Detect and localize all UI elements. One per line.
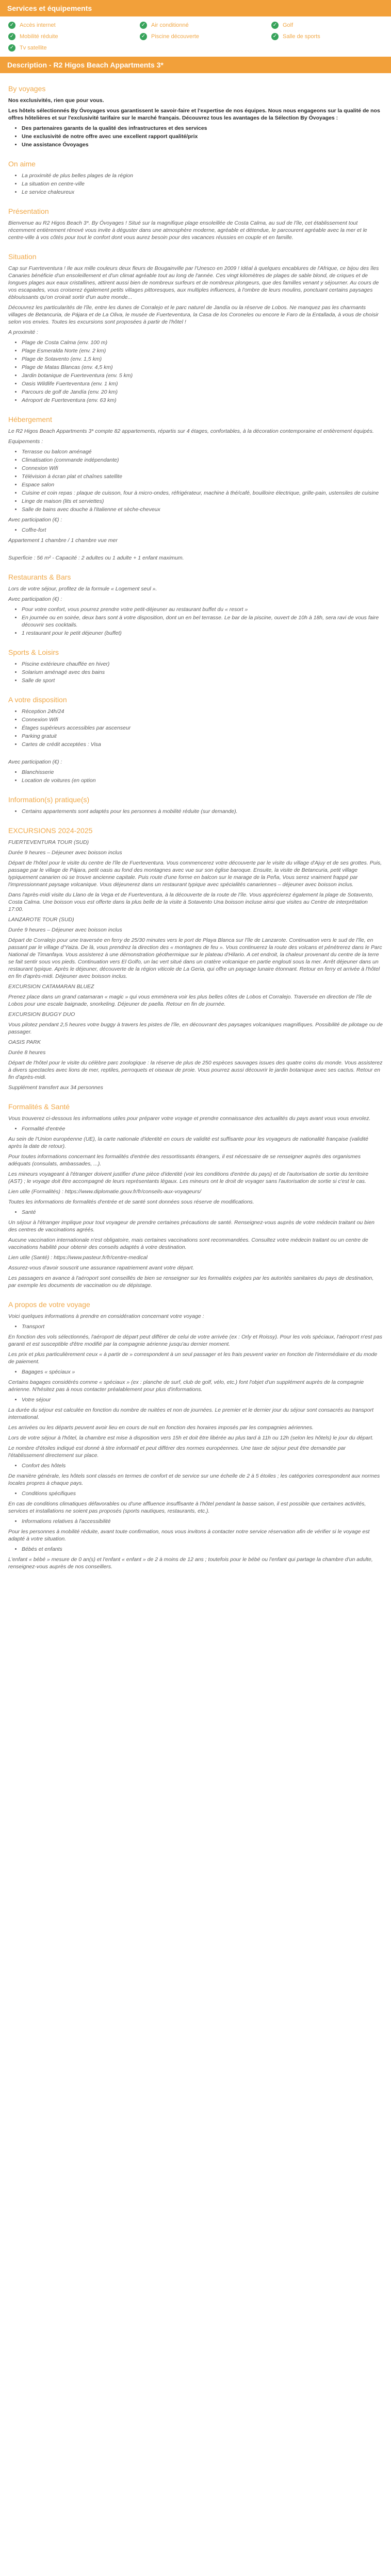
situation-list [8, 339, 383, 404]
amenity-item [140, 22, 271, 29]
excursion-p5: Départ de Corralejo pour une traversée en ferry de 25/30 minutes vers le port de Playa Blanca sur l'île de Lanzarote. Continuation vers le sud de l'île, en passant par le village d'Yaiza. De là, vous prendrez la direction des « montagnes de feu ». Vous continuerez la route des volcans et pénétrerez dans le Parc National de Timanfaya. Vous assisterez à une démonstration géothermique sur le plateau d'Hilario. A cet endroit, la chaleur provenant du centre de la terre se fait sentir sous vos pieds. Continuation vers El Golfo, un lac vert situé dans un cratère volcanique en partie englouti sous la mer. Arrêt déjeuner dans un restaurant typique. Après le déjeuner, découverte de la région viticole de La Geria, qui offre un paysage lunaire étonnant. Retour en ferry et arrivée à l'hôtel en fin d'après-midi. Déjeuner avec boisson inclus. [8, 937, 382, 979]
hebergement-superficie: Superficie : 56 m² - Capacité : 2 adultes ou 1 adulte + 1 enfant maximum. [8, 555, 184, 561]
heading-hebergement: Hébergement [8, 415, 52, 423]
list-item: • Bagages « spéciaux » [22, 1368, 383, 1376]
apropos-p2: En fonction des vols sélectionnés, l'aéroport de départ peut différer de celui de votre arrivée (ex : Orly et Roissy). Pour les vols spéciaux, l'aéroport n'est pas garanti et est susceptible d'être modifié par la compagnie aérienne jusqu'au dernier moment. [8, 1334, 383, 1347]
list-item: • Plage Esmeralda Norte (env. 2 km) [22, 347, 383, 354]
list-item: • Terrasse ou balcon aménagé [22, 448, 383, 455]
list-item: • Une exclusivité de notre offre avec une excellent rapport qualité/prix [22, 133, 383, 140]
excursion-sub4: EXCURSION BUGGY DUO [8, 1011, 75, 1018]
by-voyages-p1: Nos exclusivités, rien que pour vous. [8, 97, 104, 104]
list-item: • Bébés et enfants [22, 1546, 383, 1553]
apropos-list5 [8, 1490, 383, 1497]
list-item: • Des partenaires garants de la qualité des infrastructures et des services [22, 125, 383, 132]
disposition-avec-title: Avec participation (€) : [8, 759, 62, 765]
info-list [8, 808, 383, 815]
apropos-p5: La durée du séjour est calculée en fonction du nombre de nuitées et non de journées. Le premier et le dernier jour du séjour sont consacrés au transport international. [8, 1407, 374, 1420]
apropos-list6 [8, 1518, 383, 1525]
list-item: • Salle de bains avec douche à l'italienne et sèche-cheveux [22, 506, 383, 513]
excursion-sub5: OASIS PARK [8, 1039, 41, 1045]
formalites-list1 [8, 1125, 383, 1132]
list-item: • Jardin botanique de Fuerteventura (env. 5 km) [22, 372, 383, 379]
amenity-label: Air conditionné [151, 22, 189, 28]
apropos-p7: Lors de votre séjour à l'hôtel, la chambre est mise à disposition vers 15h et doit être libérée au plus tard à 11h ou 12h (selon les hôtels) le jour du départ. [8, 1435, 374, 1441]
list-item: • Transport [22, 1323, 383, 1330]
formalites-p2: Au sein de l'Union européenne (UE), la carte nationale d'identité en cours de validité est suffisante pour les voyageurs de nationalité française (validité après la date de retour). [8, 1136, 369, 1149]
check-icon: ✓ [8, 33, 15, 40]
formalites-p6: Toutes les informations de formalités d'entrée et de santé sont données sous réserve de modifications. [8, 1199, 254, 1205]
amenity-label: Mobilité réduite [20, 33, 58, 40]
excursion-sub3: EXCURSION CATAMARAN BLUEZ [8, 984, 94, 990]
list-item: • Plage de Costa Calma (env. 100 m) [22, 339, 383, 346]
list-item: • Informations relatives à l'accessibilité [22, 1518, 383, 1525]
on-aime-list [8, 172, 383, 196]
restaurants-avec-title: Avec participation (€) : [8, 596, 62, 602]
heading-presentation: Présentation [8, 207, 49, 215]
formalites-p10: Assurez-vous d'avoir souscrit une assurance rapatriement avant votre départ. [8, 1265, 194, 1271]
formalites-p9: Lien utile (Santé) : https://www.pasteur.fr/fr/centre-medical [8, 1255, 148, 1261]
check-icon: ✓ [271, 22, 279, 29]
amenity-label: Piscine découverte [151, 33, 199, 40]
excursion-p2: Départ de l'hôtel pour le visite du centre de l'île de Fuerteventura. Vous commencerez votre découverte par le visite du village d'Ajuy et de ses grottes. Puis, passage par le village de Pájara, petit oasis au fond des montagnes avec vue sur son église baroque. Ensuite, la visite de Betancuria, petit village typiquement canarien où se trouve ancienne capitale. Puis route d'une forme en balcon sur le marage de la Peña, Vous serez vraiment frappé par l'impressionnant paysage volcanique. Vous déjeunerez dans un restaurant typique avec spécialités canariennes – déjeuner avec boisson inclus. [8, 860, 382, 888]
amenity-label: Golf [283, 22, 294, 28]
hebergement-avec-title: Avec participation (€) : [8, 517, 62, 523]
apropos-p9: De manière générale, les hôtels sont classés en termes de confort et de service sur une échelle de 2 à 5 étoiles ; les catégories correspondent aux normes locales propres à chaque pays. [8, 1473, 380, 1486]
heading-situation: Situation [8, 252, 37, 261]
situation-p1: Cap sur Fuerteventura ! Ile aux mille couleurs deux fleurs de Bougainville par l'Unesco en 2009 ! Idéal à quelques encablures de l'Afrique, ce bijou des îles Canaries bénéficie d'un ensoleillement et d'un climat agréable tout au long de l'année. Ces vingt kilomètres de plages de sable blond, de criques et de longues plages aux eaux cristallines, attirent aussi bien de nombreux surfeurs et de nombreux plongeurs, que des familles venant y séjourner. Au cours de vos escapades, vous croiserez également petits villages pittoresques, aux multiples influences, à l'ombre de leurs moulins, ponctuant certains paysages éblouissants qu'on croirait sortir d'un autre monde... [8, 265, 379, 300]
formalites-p3: Pour toutes informations concernant les formalités d'entrée des ressortissants étrangers, il est nécessaire de se renseigner auprès des organismes adéquats (consulats, ambassades, ...). [8, 1154, 361, 1167]
list-item: • Piscine extérieure chauffée en hiver) [22, 660, 383, 668]
restaurants-p1: Lors de votre séjour, profitez de la formule « Logement seul ». [8, 586, 157, 592]
list-item: • Formalité d'entrée [22, 1125, 383, 1132]
excursion-p4: Durée 9 heures – Déjeuner avec boisson inclus [8, 927, 122, 933]
heading-by-voyages: By voyages [8, 84, 46, 93]
hebergement-p1: Le R2 Higos Beach Appartments 3* compte 82 appartements, répartis sur 4 étages, confortables, à la décoration contemporaine et entièrement équipés. [8, 428, 374, 434]
hebergement-types: Appartement 1 chambre / 1 chambre vue mer [8, 537, 118, 544]
heading-info: Information(s) pratique(s) [8, 795, 90, 804]
list-item: • Cuisine et coin repas : plaque de cuisson, four à micro-ondes, réfrigérateur, machine à thé/café, bouilloire électrique, grille-pain, ustensiles de cuisine [22, 489, 383, 497]
list-item: • Réception 24h/24 [22, 708, 383, 715]
formalites-p4: Les mineurs voyageant à l'étranger doivent justifier d'une pièce d'identité (voir les conditions d'entrée du pays) et de l'autorisation de sortie du territoire (AST) ; le voyage doit être accompagné de leurs représentants légaux. Les mineurs ont le droit de voyager sans l'autorisation de sortie si c'est le cas. [8, 1171, 369, 1184]
hebergement-list [8, 448, 383, 513]
list-item: • Télévision à écran plat et chaînes satellite [22, 473, 383, 480]
apropos-p4: Certains bagages considérés comme « spéciaux » (ex : planche de surf, club de golf, vélo, etc.) font l'objet d'un supplément auprès de la compagnie aérienne. N'hésitez pas à nous contacter préalablement pour plus d'informations. [8, 1379, 364, 1393]
description-body [0, 84, 391, 1589]
amenity-item [8, 44, 140, 52]
list-item: • Votre séjour [22, 1396, 383, 1403]
formalites-p1: Vous trouverez ci-dessous les informations utiles pour préparer votre voyage et prendre connaissance des actualités du pays avant vous vous envolez. [8, 1115, 371, 1122]
hebergement-list-title: Equipements : [8, 438, 43, 445]
amenity-item [140, 33, 271, 40]
list-item: • Parcours de golf de Jandía (env. 20 km) [22, 388, 383, 396]
list-item: • Une assistance Óvoyages [22, 141, 383, 148]
heading-sports: Sports & Loisirs [8, 648, 59, 656]
apropos-p12: L'enfant « bébé » mesure de 0 an(s) et l'enfant « enfant » de 2 à moins de 12 ans ; toutefois pour le bébé ou l'enfant qui partage la chambre d'un adulte, renseignez-vous auprès de nos conseillers. [8, 1556, 373, 1570]
list-item: • Blanchisserie [22, 769, 383, 776]
list-item: • Plage de Matas Blancas (env. 4,5 km) [22, 364, 383, 371]
formalites-list2 [8, 1209, 383, 1216]
apropos-list4 [8, 1462, 383, 1469]
list-item: • Solarium aménagé avec des bains [22, 669, 383, 676]
list-item: • Aéroport de Fuerteventura (env. 63 km) [22, 397, 383, 404]
excursion-sub1: FUERTEVENTURA TOUR (SUD) [8, 839, 89, 845]
check-icon: ✓ [140, 33, 147, 40]
formalites-p5: Lien utile (Formalités) : https://www.diplomatie.gouv.fr/fr/conseils-aux-voyageurs/ [8, 1189, 201, 1195]
check-icon: ✓ [140, 22, 147, 29]
amenity-item [8, 22, 140, 29]
check-icon: ✓ [8, 22, 15, 29]
list-item: • Parking gratuit [22, 733, 383, 740]
list-item: • Connexion Wifi [22, 716, 383, 723]
excursion-sub2: LANZAROTE TOUR (SUD) [8, 917, 74, 923]
list-item: • Espace salon [22, 481, 383, 488]
heading-disposition: A votre disposition [8, 696, 67, 704]
excursion-p1: Durée 9 heures – Déjeuner avec boisson inclus [8, 850, 122, 856]
apropos-p10: En cas de conditions climatiques défavorables ou d'une affluence insuffisante à l'hôtel pendant la basse saison, il est possible que certaines activités, services et installations ne soient pas proposés (sports nautiques, restaurants, etc.). [8, 1501, 366, 1514]
amenity-item [8, 33, 140, 40]
apropos-p11: Pour les personnes à mobilité réduite, avant toute confirmation, nous vous invitons à contacter notre service réservation afin de vérifier si le voyage est adapté à votre situation. [8, 1529, 370, 1542]
list-item: • Certains appartements sont adaptés pour les personnes à mobilité réduite (sur demande). [22, 808, 383, 815]
disposition-list [8, 708, 383, 748]
apropos-p3: Les prix et plus particulièrement ceux « à partir de » correspondent à un seul passager et les frais peuvent varier en fonction de l'intermédiaire et du mode de paiement. [8, 1351, 378, 1365]
heading-on-aime: On aime [8, 160, 36, 168]
list-item: • En journée ou en soirée, deux bars sont à votre disposition, dont un en bel terrasse. Le bar de la piscine, ouvert de 10h à 18h, sera ravi de vous faire découvrir ses cocktails. [22, 614, 383, 629]
check-icon: ✓ [271, 33, 279, 40]
list-item: • Pour votre confort, vous pourrez prendre votre petit-déjeuner au restaurant buffet du « resort » [22, 606, 383, 613]
apropos-list2 [8, 1368, 383, 1376]
list-item: • Oasis Wildlife Fuerteventura (env. 1 km) [22, 380, 383, 387]
apropos-p6: Les arrivées ou les départs peuvent avoir lieu en cours de nuit en fonction des horaires imposés par les compagnies aériennes. [8, 1425, 314, 1431]
amenity-item [271, 33, 385, 40]
amenity-label: Tv satellite [20, 45, 47, 51]
list-item: • Location de voitures (en option [22, 777, 383, 784]
amenity-label: Salle de sports [283, 33, 320, 40]
list-item: • Connexion Wifi [22, 465, 383, 472]
formalites-p8: Aucune vaccination internationale n'est obligatoire, mais certaines vaccinations sont recommandées. Consultez votre médecin traitant ou un centre de vaccinations habilité pour obtenir des conseils adaptés à votre destination. [8, 1237, 368, 1250]
apropos-list3 [8, 1396, 383, 1403]
list-item: • Linge de maison (lits et serviettes) [22, 498, 383, 505]
excursion-p10: Supplément transfert aux 34 personnes [8, 1084, 103, 1091]
sports-list [8, 660, 383, 684]
apropos-p8: Le nombre d'étoiles indiqué est donné à titre informatif et peut différer des normes européennes. Une taxe de séjour peut être demandée par l'établissement directement sur place. [8, 1445, 346, 1459]
formalites-p11: Les passagers en avance à l'aéroport sont conseillés de bien se renseigner sur les formalités exigées par les autorités sanitaires du pays de destination, par exemple les documents de vaccination ou de dépistage. [8, 1275, 374, 1289]
description-band: Description - R2 Higos Beach Appartments 3* [0, 57, 391, 73]
formalites-p7: Un séjour à l'étranger implique pour tout voyageur de prendre certaines précautions de santé. Renseignez-vous auprès de votre médecin traitant ou bien des centres de vaccinations agréés. [8, 1219, 375, 1233]
check-icon: ✓ [8, 44, 15, 52]
excursion-p9: Départ de l'hôtel pour le visite du célèbre parc zoologique : la réserve de plus de 250 espèces sauvages issues des quatre coins du monde. Vous assisterez à divers spectacles avec lions de mer, reptiles, perroquets et oiseaux de proie. Vous pourrez aussi découvrir le jardin botanique avec ses cactus. Retour en fin d'après-midi. [8, 1060, 383, 1080]
list-item: • Le service chaleureux [22, 189, 383, 196]
apropos-list7 [8, 1546, 383, 1553]
apropos-p1: Voici quelques informations à prendre en considération concernant votre voyage : [8, 1313, 204, 1319]
amenity-label: Accès internet [20, 22, 56, 28]
list-item: • Conditions spécifiques [22, 1490, 383, 1497]
list-item: • 1 restaurant pour le petit déjeuner (buffet) [22, 630, 383, 637]
list-item: • Santé [22, 1209, 383, 1216]
list-item: • Plage de Sotavento (env. 1,5 km) [22, 355, 383, 363]
amenity-item [271, 22, 385, 29]
disposition-avec-list [8, 769, 383, 784]
presentation-text: Bienvenue au R2 Higos Beach 3*. By Óvoyages ! Situé sur la magnifique plage ensoleillée de Costa Calma, au sud de l'île, cet établissement tout récemment entièrement rénové vous invite à déguster dans une atmosphère moderne, agréable et détendue, le parcourent agréable avec la mer et le centre-ville à vos côtés pour tout le confort dont vous aurez besoin pour des vacances réussies en couple et en famille. [8, 220, 367, 241]
list-item: • Coffre-fort [22, 527, 383, 534]
services-band: Services et équipements [0, 0, 391, 16]
list-item: • La situation en centre-ville [22, 180, 383, 188]
excursion-p8: Durée 8 heures [8, 1049, 46, 1056]
list-item: • Salle de sport [22, 677, 383, 684]
by-voyages-p2: Les hôtels sélectionnés By Óvoyages vous garantissent le savoir-faire et l'expertise de nos équipes. Nous nous engageons sur la qualité de nos offres hôtelières et sur l'exclusivité tarifaire sur le marché français. Découvrez tous les avantages de la Sélection By Óvoyages : [8, 108, 380, 121]
apropos-list1 [8, 1323, 383, 1330]
excursion-p3: Dans l'après-midi visite du Llano de la Vega et de Fuerteventura, à la découverte de la route de l'île. Vous apprécierez également la plage de Sotavento, Costa Calma. Une boisson vous est offerte dans la plus belle de la visite à Sotavento Una boisson incluse ainsi que visites au Centre de interprétation 17:00. [8, 892, 373, 912]
amenities-grid [0, 16, 391, 55]
heading-formalites: Formalités & Santé [8, 1103, 70, 1111]
situation-list-title: A proximité : [8, 329, 38, 335]
by-voyages-list [8, 125, 383, 148]
heading-excursions: EXCURSIONS 2024-2025 [8, 826, 93, 835]
list-item: • Climatisation (commande indépendante) [22, 456, 383, 464]
list-item: • Confort des hôtels [22, 1462, 383, 1469]
hebergement-avec-list [8, 527, 383, 534]
excursion-p7: Vous pilotez pendant 2,5 heures votre buggy à travers les pistes de l'île, en découvrant des paysages volcaniques magnifiques. Possibilité de pilotage ou de passager. [8, 1022, 383, 1035]
situation-p2: Découvrez les particularités de l'île, entre les dunes de Corralejo et le parc naturel de Jandía ou la réserve de Lobos. Ne manquez pas les charmants villages de Betancuria, de Pájara et de La Oliva, le musée de Fuerteventura, la Casa de los Coroneles ou encore le Faro de la Entallada, à vous de choisir selon vos envies. Toutes les excursions sont proposées à partir de l'hôtel ! [8, 304, 379, 325]
list-item: • La proximité de plus belles plages de la région [22, 172, 383, 179]
heading-apropos: A propos de votre voyage [8, 1300, 90, 1309]
heading-restaurants: Restaurants & Bars [8, 573, 71, 581]
list-item: • Étages supérieurs accessibles par ascenseur [22, 724, 383, 732]
list-item: • Cartes de crédit acceptées : Visa [22, 741, 383, 748]
restaurants-list [8, 606, 383, 637]
excursion-p6: Prenez place dans un grand catamaran « magic » qui vous emmènera voir les plus belles côtes de Lobos et Corralejo. Traversée en direction de l'île de Lobos pour une escale baignade, snorkeling. Déjeuner de paella. Retour en fin de journée. [8, 994, 372, 1007]
